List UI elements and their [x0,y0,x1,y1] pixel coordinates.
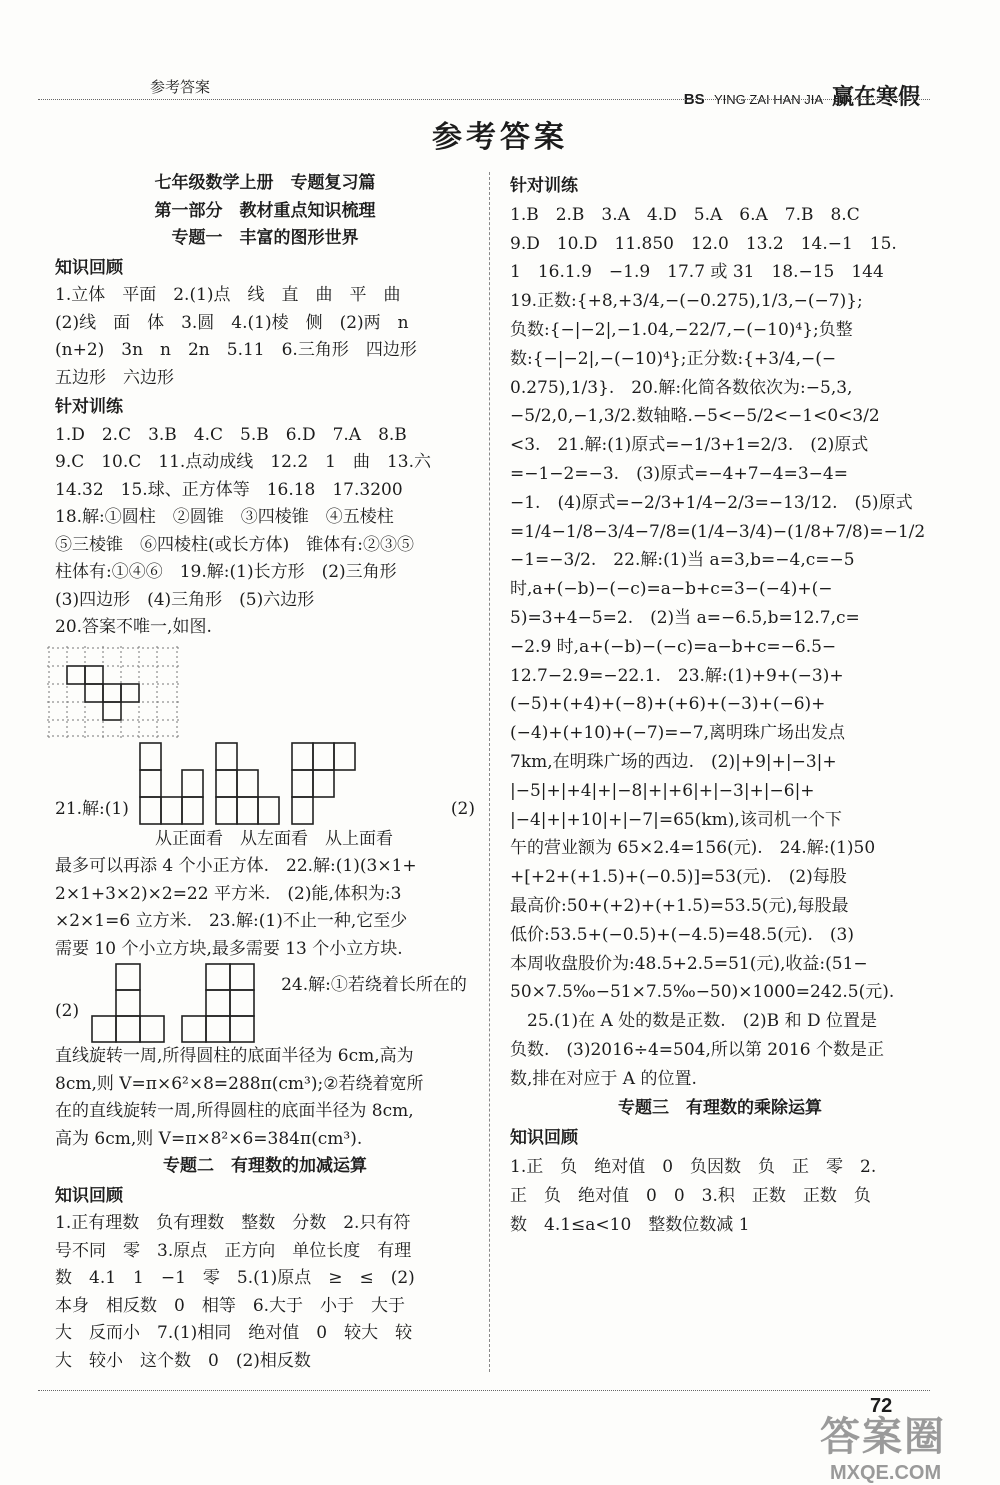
answer-line: +[+2+(+1.5)+(−0.5)]=53(元). (2)每股 [510,867,847,888]
footer-divider [38,1390,930,1391]
answer-line: −1. (4)原式=−2/3+1/4−2/3=−13/12. (5)原式 [510,492,913,513]
answer-line: −2.9 时,a+(−b)−(−c)=a−b+c=−6.5− [510,636,837,657]
answer-line: 数 4.1 1 −1 零 5.(1)原点 ≥ ≤ (2) [55,1268,415,1288]
page-title: 参考答案 [432,120,568,155]
left-view-figure [215,742,281,826]
answer-line: 8cm,则 V=π×6²×8=288π(cm³);②若绕着宽所 [55,1073,424,1094]
answer-line: 高为 6cm,则 V=π×8²×6=384π(cm³). [55,1128,363,1149]
answer-line: 本周收盘股价为:48.5+2.5=51(元),收益:(51− [510,953,868,974]
answer-line: −5/2,0,−1,3/2.数轴略.−5<−5/2<−1<0<3/2 [510,406,880,427]
section-heading: 知识回顾 [55,1185,123,1206]
watermark [820,1405,946,1485]
q21-views-row [55,742,475,826]
book-heading: 七年级数学上册 专题复习篇 [154,173,376,193]
answer-line: (−4)+(+10)+(−7)=−7,离明珠广场出发点 [510,723,845,744]
series-brand: 赢在寒假 [831,84,920,110]
answer-line: 20.答案不唯一,如图. [55,617,212,637]
answer-line: 1.立体 平面 2.(1)点 线 直 曲 平 曲 [55,285,401,305]
section-heading: 知识回顾 [55,257,123,278]
answer-line: 9.D 10.D 11.850 12.0 13.2 14.−1 15. [510,233,897,254]
answer-line: 直线旋转一周,所得圆柱的底面半径为 6cm,高为 [55,1046,414,1066]
answer-line: 9.C 10.C 11.点动成线 12.2 1 曲 13.六 [55,452,432,472]
answer-line: 号不同 零 3.原点 正方向 单位长度 有理 [55,1240,412,1261]
answer-line: 五边形 六边形 [55,367,174,388]
answer-line: 在的直线旋转一周,所得圆柱的底面半径为 8cm, [55,1101,414,1121]
topic-heading: 专题二 有理数的加减运算 [163,1156,367,1176]
q23-label: (2) [55,1000,80,1021]
section-heading: 针对训练 [510,176,578,196]
answer-line: ⑤三棱锥 ⑥四棱柱(或长方体) 锥体有:②③⑤ [55,534,414,555]
answer-line: 50×7.5‰−51×7.5‰−50)×1000=242.5(元). [510,982,895,1003]
answer-line: 需要 10 个小立方块,最多需要 13 个小立方块. [55,938,403,959]
right-column [510,170,930,1239]
answer-line: 1 16.1.9 −1.9 17.7 或 31 18.−15 144 [510,262,884,283]
answer-line: (n+2) 3n n 2n 5.11 6.三角形 四边形 [55,340,417,360]
answer-line: 12.7−2.9=−22.1. 23.解:(1)+9+(−3)+ [510,665,844,686]
answer-line: 2×1+3×2)×2=22 平方米. (2)能,体积为:3 [55,883,402,904]
cube-net-figure [47,646,187,738]
answer-line: 午的营业额为 65×2.4=156(元). 24.解:(1)50 [510,838,876,859]
answer-line: 负数:{−|−2|,−1.04,−22/7,−(−10)⁴};负整 [510,319,853,340]
series-code: BS [683,91,705,108]
answer-line: 本身 相反数 0 相等 6.大于 小于 大于 [55,1295,406,1316]
topic-heading: 专题一 丰富的图形世界 [171,228,359,248]
running-header-right [684,80,920,111]
column-divider [489,172,490,1372]
watermark-logo: 答案圈 [820,1415,946,1459]
page-number: 72 [870,1395,893,1417]
answer-line: 大 反而小 7.(1)相同 绝对值 0 较大 较 [55,1323,413,1343]
answer-line: 1.正 负 绝对值 0 负因数 负 正 零 2. [510,1157,877,1178]
q23-figures-row [55,963,475,1043]
answer-line: 5)=3+4−5=2. (2)当 a=−6.5,b=12.7,c= [510,607,860,628]
header-divider [38,99,930,100]
answer-line: 0.275),1/3}. 20.解:化简各数依次为:−5,3, [510,377,853,398]
answer-line: =1/4−1/8−3/4−7/8=(1/4−3/4)−(1/8+7/8)=−1/2 [510,521,926,542]
running-header-left: 参考答案 [150,78,211,96]
answer-line: 1.B 2.B 3.A 4.D 5.A 6.A 7.B 8.C [510,204,860,225]
answer-line: <3. 21.解:(1)原式=−1/3+1=2/3. (2)原式 [510,435,869,456]
top-view-figure [291,742,357,826]
answer-line: 25.(1)在 A 处的数是正数. (2)B 和 D 位置是 [510,1011,878,1032]
topic-heading: 专题三 有理数的乘除运算 [618,1097,822,1118]
answer-line: 14.32 15.球、正方体等 16.18 17.3200 [55,479,403,500]
answer-line: 时,a+(−b)−(−c)=a−b+c=3−(−4)+(− [510,579,833,600]
watermark-url: MXQE.COM [830,1462,942,1484]
answer-line: (3)四边形 (4)三角形 (5)六边形 [55,589,315,610]
left-column [55,170,475,1375]
answer-line: |−4|+|+10|+|−7|=65(km),该司机一个下 [510,809,842,830]
answer-line: 1.D 2.C 3.B 4.C 5.B 6.D 7.A 8.B [55,424,407,445]
answer-line: 正 负 绝对值 0 0 3.积 正数 正数 负 [510,1185,871,1206]
q21-label: 21.解:(1) [55,799,129,819]
answer-line: 负数. (3)2016÷4=504,所以第 2016 个数是正 [510,1039,884,1060]
answer-line: 7km,在明珠广场的西边. (2)|+9|+|−3|+ [510,751,837,772]
answer-line: 低价:53.5+(−0.5)+(−4.5)=48.5(元). (3) [510,924,855,945]
series-pinyin: YING ZAI HAN JIA [714,92,823,107]
section-heading: 针对训练 [55,397,123,417]
answer-line: 数,排在对应于 A 的位置. [510,1068,697,1089]
q23-view-1-figure [89,963,169,1043]
answer-line: 18.解:①圆柱 ②圆锥 ③四棱锥 ④五棱柱 [55,507,394,527]
views-caption: 从正面看 从左面看 从上面看 [155,828,393,849]
q21-part2-label: (2) [450,799,475,819]
q23-view-2-figure [179,963,259,1043]
answer-line: 19.正数:{+8,+3/4,−(−0.275),1/3,−(−7)}; [510,291,863,312]
answer-line: 1.正有理数 负有理数 整数 分数 2.只有符 [55,1213,411,1233]
answer-line: 数 4.1≤a<10 整数位数减 1 [510,1214,750,1235]
answer-line: =−1−2=−3. (3)原式=−4+7−4=3−4= [510,463,848,484]
answer-line: |−5|+|+4|+|−8|+|+6|+|−3|+|−6|+ [510,780,815,801]
answer-line: (2)线 面 体 3.圆 4.(1)棱 侧 (2)两 n [55,312,409,333]
part-heading: 第一部分 教材重点知识梳理 [154,200,376,221]
answer-line: 最多可以再添 4 个小正方体. 22.解:(1)(3×1+ [55,856,417,876]
answer-line: 柱体有:①④⑥ 19.解:(1)长方形 (2)三角形 [55,562,397,582]
answer-line: 数:{−|−2|,−(−10)⁴};正分数:{+3/4,−(− [510,348,837,369]
answer-line: 最高价:50+(+2)+(+1.5)=53.5(元),每股最 [510,895,849,916]
section-heading: 知识回顾 [510,1128,578,1149]
answer-line: (−5)+(+4)+(−8)+(+6)+(−3)+(−6)+ [510,694,826,715]
front-view-figure [139,742,205,826]
answer-line: 大 较小 这个数 0 (2)相反数 [55,1350,311,1371]
q24-first-line: 24.解:①若绕着长所在的 [281,974,467,995]
answer-line: ×2×1=6 立方米. 23.解:(1)不止一种,它至少 [55,911,408,931]
answer-line: −1=−3/2. 22.解:(1)当 a=3,b=−4,c=−5 [510,550,855,571]
